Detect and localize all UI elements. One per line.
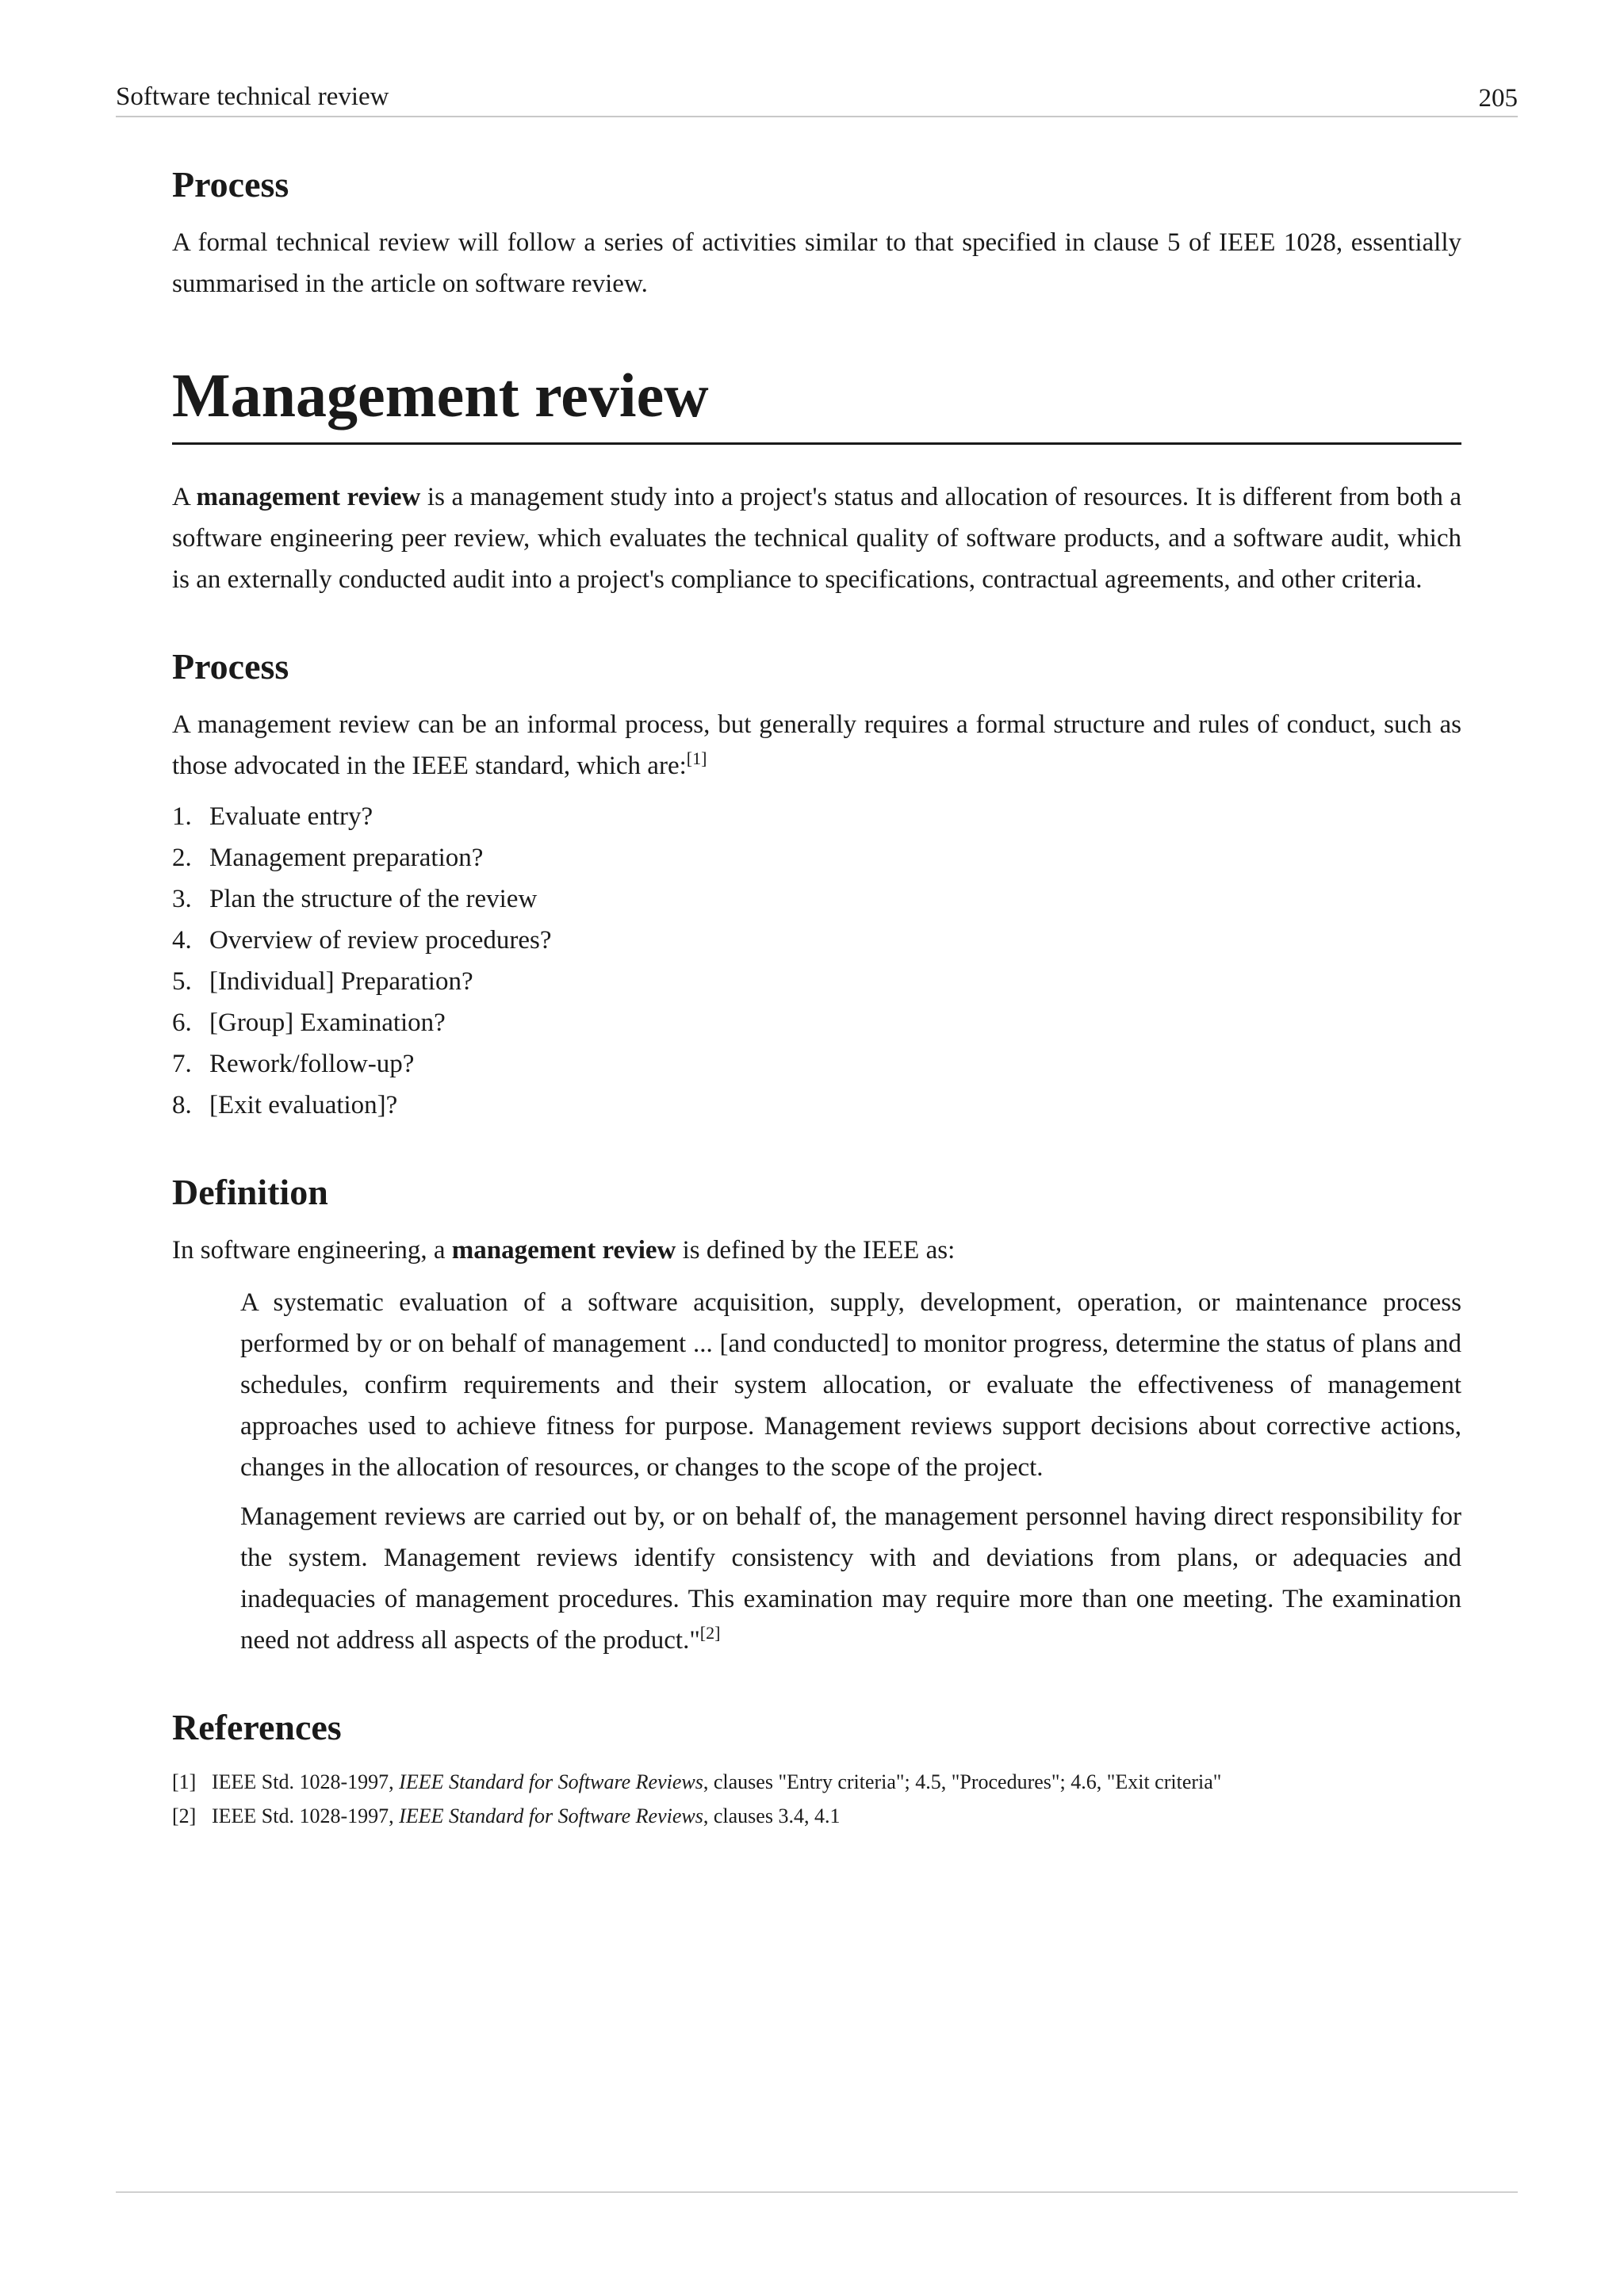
running-header [116,76,1518,117]
page-content [172,163,1461,1833]
page-number: 205 [1478,84,1518,113]
management-review-intro [172,476,1461,600]
section-heading-process: Process [172,164,289,205]
chapter-heading-management-review: Management review [172,360,1461,445]
list-item: 4. Overview of review procedures? [172,926,552,955]
citation-link-1[interactable]: [1] [686,748,707,769]
definition-bold-term: management review [451,1236,676,1265]
list-item: 7. Rework/follow-up? [172,1050,415,1079]
reference-title-link[interactable]: IEEE Standard for Software Reviews [399,1804,703,1828]
process-2-paragraph [172,704,1461,786]
process-paragraph: A formal technical review will follow a series of activities similar to that specified in clause 5 of IEEE 1028, essentially summarised in the article on software review. [172,228,1461,299]
section-heading-definition: Definition [172,1172,328,1213]
citation-link-2[interactable]: [2] [699,1623,721,1644]
list-item: 6. [Group] Examination? [172,1008,446,1038]
quote-paragraph-2: Management reviews are carried out by, or on behalf of, the management personnel having direct responsibility for the system. Management reviews identify consistency with and deviations from plans, or adequacies and inadequacies of management procedures. This examination may require more than one meeting. The examination need not address all aspects of the product."[2] [240,1502,1461,1655]
list-item: 3. Plan the structure of the review [172,885,538,914]
running-header-title: Software technical review [116,82,389,111]
reference-item: [1] IEEE Std. 1028-1997, IEEE Standard for Software Reviews, clauses "Entry criteria"; 4.5, "Procedures"; 4.6, "Exit criteria" [172,1770,1222,1794]
section-heading-process-2: Process [172,645,289,687]
list-item: 5. [Individual] Preparation? [172,967,473,997]
reference-title-link[interactable]: IEEE Standard for Software Reviews [399,1770,703,1794]
list-item: 1. Evaluate entry? [172,802,373,832]
process-2-text: A management review can be an informal process, but generally requires a formal structure and rules of conduct, such as those advocated in the IEEE standard, which are: [172,710,1461,781]
definition-lead: In software engineering, a management review is defined by the IEEE as: [172,1236,956,1265]
ieee-definition-quote [240,1282,1461,1661]
intro-bold-term: management review [196,482,421,511]
intro-text-a: A [172,482,197,511]
footer-divider [116,2191,1518,2193]
list-item: 2. Management preparation? [172,844,484,873]
references-list [172,1765,1461,1833]
reference-item: [2] IEEE Std. 1028-1997, IEEE Standard for Software Reviews, clauses 3.4, 4.1 [172,1804,841,1828]
intro-text-b: is a management study into a project's status and allocation of resources. It is different from both a software engineering peer review, which evaluates the technical quality of software products, and a software audit, which is an externally conducted audit into a project's compliance to specifications, contractual agreements, and other criteria. [172,482,1461,594]
list-item: 8. [Exit evaluation]? [172,1091,398,1120]
section-heading-references: References [172,1707,342,1748]
review-steps-list [172,796,1461,1126]
quote-paragraph-1: A systematic evaluation of a software acquisition, supply, development, operation, or maintenance process performed by or on behalf of management ... [and conducted] to monitor progress, determine the status of plans and schedules, confirm requirements and their system allocation, or evaluate the effectiveness of management approaches used to achieve fitness for purpose. Management reviews support decisions about corrective actions, changes in the allocation of resources, or changes to the scope of the project. [240,1288,1461,1483]
